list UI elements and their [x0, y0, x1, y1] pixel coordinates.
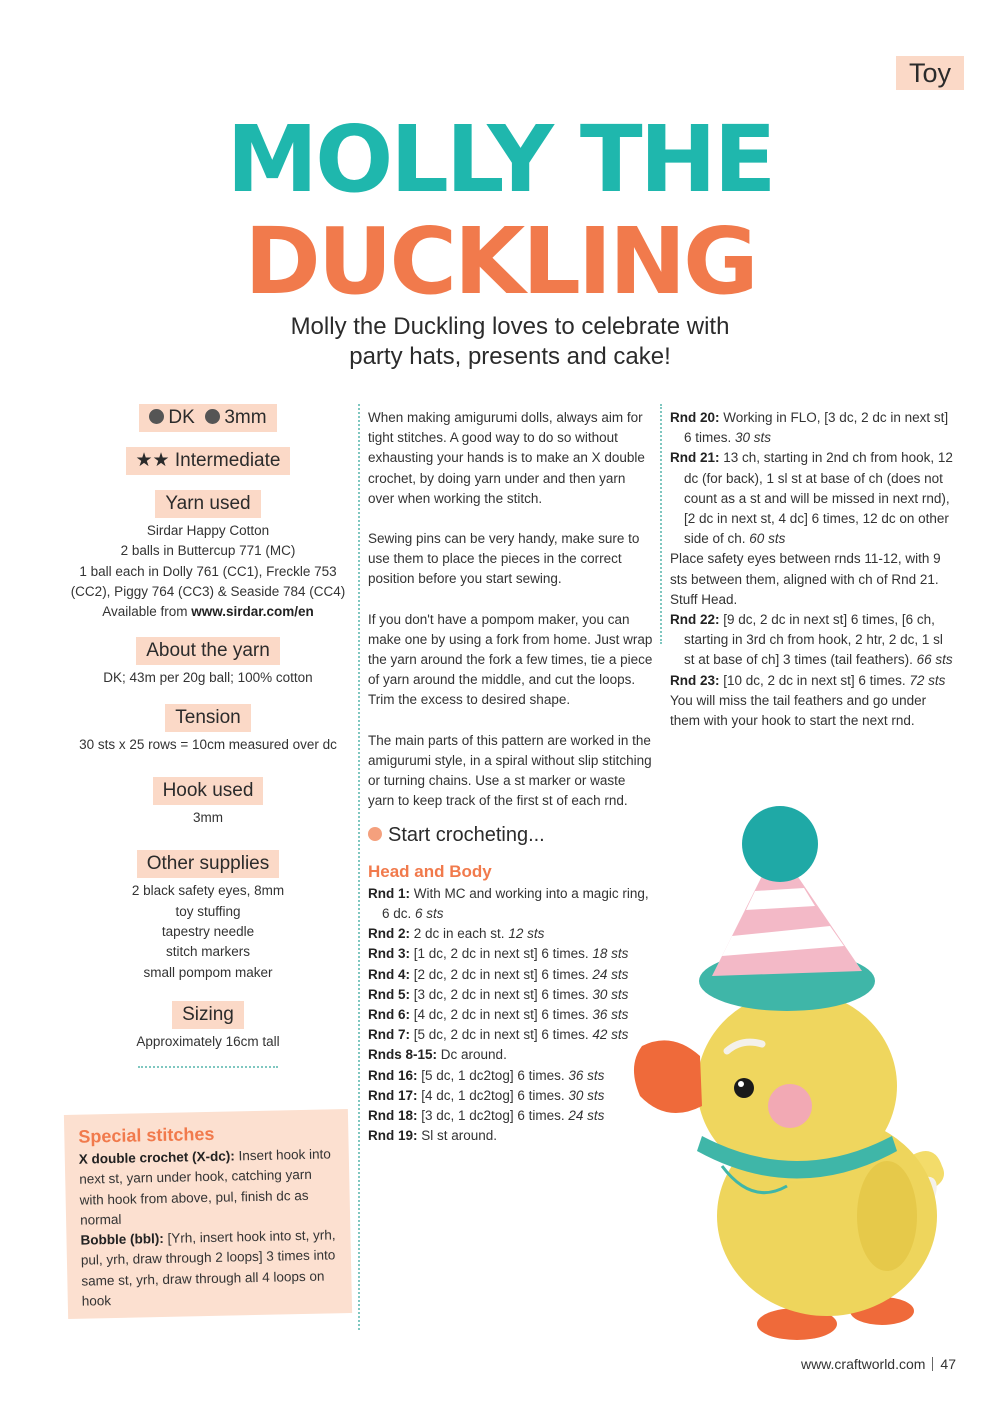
- column-divider: [660, 404, 662, 644]
- about-yarn-section: [60, 637, 356, 688]
- round-instruction: Rnd 21: 13 ch, starting in 2nd ch from hook, 12 dc (for back), 1 sl st at base of ch (does not count as a st and will be missed in next rnd), [2 dc in next st, 4 dc] 6 times, 12 dc on other side of ch. 60 sts: [670, 450, 953, 547]
- hook-used-section: [60, 777, 356, 828]
- supply-item: tapestry needle: [161, 923, 255, 939]
- round-instruction: Rnd 22: [9 dc, 2 dc in next st] 6 times, [6 ch, starting in 3rd ch from hook, 2 htr, 2 dc, 1 sl st at base of ch] 3 times (tail feathers). 66 sts: [670, 612, 953, 668]
- tension-section: [60, 704, 356, 755]
- page-title-line2: DUCKLING: [244, 208, 756, 315]
- subtitle-line1: Molly the Duckling loves to celebrate with: [290, 313, 730, 340]
- page-title-line1: MOLLY THE: [226, 106, 774, 213]
- tail-note: You will miss the tail feathers and go under them with your hook to start the next rnd.: [670, 692, 927, 729]
- yarn-availability: Available from www.sirdar.com/en: [102, 604, 314, 620]
- tip-paragraph: When making amigurumi dolls, always aim for tight stitches. A good way to do so without exhausting your hands is to make an X double crochet, by doing yarn under and then yarn over when working the stitch.: [368, 410, 645, 506]
- difficulty-pill: [126, 447, 291, 475]
- column-divider: [358, 404, 360, 1330]
- tip-paragraph: Sewing pins can be very handy, make sure to use them to place the pieces in the correct position before you start sewing.: [368, 531, 640, 587]
- info-column: [60, 404, 356, 1068]
- tip-paragraph: If you don't have a pompom maker, you can make one by using a fork from home. Just wrap the yarn around the fork a few times, tie a piece of yarn around the middle, and cut the loops. Trim the excess to desired shape.: [368, 611, 653, 708]
- section-tag: Toy: [896, 56, 964, 90]
- round-instruction: Rnd 20: Working in FLO, [3 dc, 2 dc in next st] 6 times. 30 sts: [670, 410, 949, 446]
- page-number: 47: [940, 1356, 956, 1372]
- pattern-column-middle: [368, 408, 653, 1147]
- round-instruction: Rnd 3: [1 dc, 2 dc in next st] 6 times. 18 sts: [368, 946, 629, 962]
- supply-item: stitch markers: [165, 944, 250, 960]
- sizing-text: Approximately 16cm tall: [136, 1033, 280, 1049]
- other-supplies-section: [60, 850, 356, 982]
- yarn-ball-icon: [149, 409, 164, 424]
- sizing-section: [60, 1001, 356, 1052]
- round-instruction: Rnd 17: [4 dc, 1 dc2tog] 6 times. 30 sts: [368, 1087, 605, 1103]
- other-supplies-heading: Other supplies: [137, 850, 280, 878]
- round-instruction: Rnd 19: Sl st around.: [368, 1128, 498, 1144]
- yarn-line: Sirdar Happy Cotton: [146, 523, 270, 538]
- stuff-instruction: Stuff Head.: [670, 591, 738, 607]
- pattern-column-right: [670, 408, 956, 731]
- special-stitches-heading: Special stitches: [78, 1123, 215, 1147]
- supply-item: 2 black safety eyes, 8mm: [131, 883, 285, 899]
- round-instruction: Rnd 1: With MC and working into a magic ring, 6 dc. 6 sts: [368, 885, 649, 922]
- round-instruction: Rnd 18: [3 dc, 1 dc2tog] 6 times. 24 sts: [368, 1108, 605, 1124]
- head-body-heading: Head and Body: [368, 861, 492, 881]
- round-instruction: Rnd 7: [5 dc, 2 dc in next st] 6 times. 42 sts: [368, 1027, 629, 1043]
- crochet-hook-icon: [205, 409, 220, 424]
- round-instruction: Rnd 6: [4 dc, 2 dc in next st] 6 times. 36 sts: [368, 1007, 629, 1023]
- start-crocheting-heading: Start crocheting...: [368, 825, 653, 845]
- tip-paragraph: The main parts of this pattern are worked in the amigurumi style, in a spiral without slip stitching or turning chains. Use a st marker or waste yarn to keep track of the first st of each rnd.: [368, 732, 652, 809]
- page-footer: [801, 1356, 956, 1372]
- sizing-heading: Sizing: [172, 1001, 244, 1029]
- duckling-photo: [612, 806, 962, 1346]
- yarn-weight: DK: [168, 407, 195, 428]
- yarn-used-section: [60, 490, 356, 622]
- round-instruction: Rnd 2: 2 dc in each st. 12 sts: [368, 926, 545, 942]
- round-instruction: Rnd 5: [3 dc, 2 dc in next st] 6 times. 30 sts: [368, 986, 629, 1002]
- eyes-instruction: Place safety eyes between rnds 11-12, with 9 sts between them, aligned with ch of Rnd 21.: [670, 551, 941, 587]
- round-instruction: Rnd 4: [2 dc, 2 dc in next st] 6 times. 24 sts: [368, 966, 629, 982]
- yarn-ball-icon: [368, 827, 382, 841]
- round-instruction: Rnds 8-15: Dc around.: [368, 1047, 507, 1063]
- round-instruction: Rnd 23: [10 dc, 2 dc in next st] 6 times. 72 sts: [670, 672, 946, 688]
- difficulty-badge: [60, 447, 356, 475]
- yarn-line: 1 ball each in Dolly 761 (CC1), Freckle 753: [79, 563, 337, 579]
- difficulty-stars-icon: ★★: [135, 450, 170, 471]
- tension-text: 30 sts x 25 rows = 10cm measured over dc: [79, 736, 337, 752]
- hook-used-text: 3mm: [193, 810, 223, 826]
- special-stitches-box: [64, 1109, 352, 1319]
- supply-item: toy stuffing: [175, 903, 241, 919]
- about-yarn-text: DK; 43m per 20g ball; 100% cotton: [103, 670, 313, 686]
- tension-heading: Tension: [165, 704, 251, 732]
- difficulty-label: Intermediate: [174, 450, 281, 471]
- weight-hook-pill: [139, 404, 276, 432]
- yarn-line: 2 balls in Buttercup 771 (MC): [120, 543, 296, 559]
- divider: [138, 1066, 278, 1068]
- hook-size: 3mm: [224, 407, 267, 428]
- stitch-xdc: X double crochet (X-dc): Insert hook into next st, yarn under hook, catching yarn with hook from above, pul, finish dc as normal: [78, 1146, 332, 1228]
- supply-item: small pompom maker: [143, 964, 273, 980]
- weight-hook-badge: [60, 404, 356, 432]
- footer-site-link[interactable]: www.craftworld.com: [800, 1356, 926, 1372]
- yarn-used-heading: Yarn used: [155, 490, 260, 518]
- subtitle-line2: party hats, presents and cake!: [349, 343, 671, 370]
- about-yarn-heading: About the yarn: [136, 637, 280, 665]
- yarn-line: (CC2), Piggy 764 (CC3) & Seaside 784 (CC4): [70, 583, 346, 599]
- footer-separator: [932, 1357, 933, 1371]
- stitch-bobble: Bobble (bbl): [Yrh, insert hook into st, yrh, pul, yrh, draw through 2 loops] 3 times into same st, yrh, draw through all 4 loops on hook: [80, 1227, 336, 1309]
- yarn-url-link[interactable]: www.sirdar.com/en: [191, 604, 314, 620]
- hook-used-heading: Hook used: [153, 777, 264, 805]
- subtitle: [0, 312, 1000, 372]
- round-instruction: Rnd 16: [5 dc, 1 dc2tog] 6 times. 36 sts: [368, 1067, 605, 1083]
